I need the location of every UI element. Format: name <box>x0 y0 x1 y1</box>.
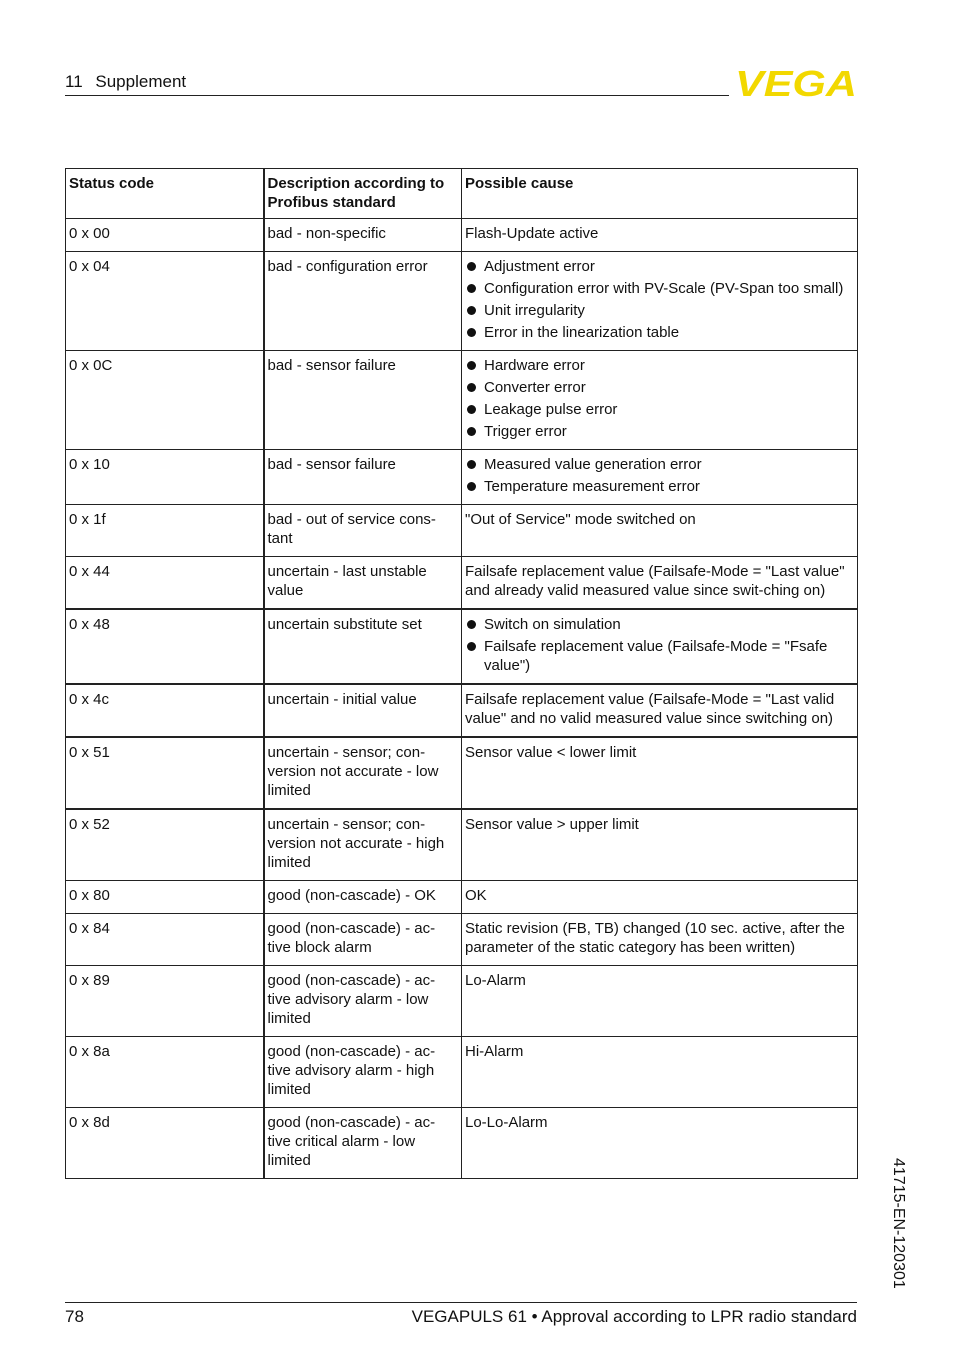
cause-list-item: Converter error <box>465 378 854 397</box>
column-header-status-code: Status code <box>66 169 264 219</box>
description-cell: bad - sensor failure <box>264 351 462 450</box>
description-cell: good (non-cascade) - ac-tive critical alarm - low limited <box>264 1108 462 1179</box>
description-cell: bad - out of service cons-tant <box>264 505 462 557</box>
possible-cause-cell: Failsafe replacement value (Failsafe-Mode = "Last valid value" and no valid measured value since switching on) <box>462 684 858 737</box>
cause-list <box>465 455 854 496</box>
column-header-description: Description according to Profibus standard <box>264 169 462 219</box>
column-header-possible-cause: Possible cause <box>462 169 858 219</box>
chapter-number: 11 <box>65 72 83 91</box>
cause-list-item: Adjustment error <box>465 257 854 276</box>
cause-list-item: Failsafe replacement value (Failsafe-Mode = "Fsafe value") <box>465 637 854 675</box>
status-code-table <box>65 168 858 1179</box>
cause-list-item: Hardware error <box>465 356 854 375</box>
possible-cause-cell: Lo-Alarm <box>462 966 858 1037</box>
cause-list-item: Trigger error <box>465 422 854 441</box>
footer-divider <box>65 1302 857 1303</box>
chapter-title: Supplement <box>95 72 187 91</box>
status-code-cell: 0 x 89 <box>66 966 264 1037</box>
cause-list-item: Error in the linearization table <box>465 323 854 342</box>
page-number: 78 <box>65 1307 84 1326</box>
possible-cause-cell: Static revision (FB, TB) changed (10 sec. active, after the parameter of the static category has been written) <box>462 914 858 966</box>
cause-list <box>465 356 854 441</box>
table-row <box>66 252 858 351</box>
description-cell: bad - configuration error <box>264 252 462 351</box>
table-row <box>66 809 858 881</box>
possible-cause-cell <box>462 609 858 684</box>
possible-cause-cell: Flash-Update active <box>462 219 858 252</box>
header-divider <box>65 95 729 96</box>
possible-cause-cell: Lo-Lo-Alarm <box>462 1108 858 1179</box>
possible-cause-cell <box>462 450 858 505</box>
possible-cause-cell: Failsafe replacement value (Failsafe-Mode = "Last value" and already valid measured value since swit-ching on) <box>462 557 858 610</box>
table-row <box>66 914 858 966</box>
possible-cause-cell: Hi-Alarm <box>462 1037 858 1108</box>
possible-cause-cell: OK <box>462 881 858 914</box>
status-code-cell: 0 x 48 <box>66 609 264 684</box>
table-row <box>66 609 858 684</box>
cause-list <box>465 257 854 342</box>
table-row <box>66 1108 858 1179</box>
table-row <box>66 881 858 914</box>
status-code-cell: 0 x 51 <box>66 737 264 809</box>
description-cell: good (non-cascade) - ac-tive block alarm <box>264 914 462 966</box>
status-code-cell: 0 x 8a <box>66 1037 264 1108</box>
status-code-cell: 0 x 1f <box>66 505 264 557</box>
description-cell: bad - non-specific <box>264 219 462 252</box>
status-code-cell: 0 x 10 <box>66 450 264 505</box>
possible-cause-cell: Sensor value < lower limit <box>462 737 858 809</box>
description-cell: good (non-cascade) - ac-tive advisory alarm - low limited <box>264 966 462 1037</box>
document-code: 41715-EN-120301 <box>890 1158 907 1289</box>
status-code-cell: 0 x 04 <box>66 252 264 351</box>
status-code-cell: 0 x 80 <box>66 881 264 914</box>
description-cell: uncertain - sensor; con-version not accurate - low limited <box>264 737 462 809</box>
table-body <box>66 219 858 1179</box>
document-title: VEGAPULS 61 • Approval according to LPR radio standard <box>411 1307 857 1326</box>
description-cell: uncertain - last unstable value <box>264 557 462 610</box>
status-code-cell: 0 x 44 <box>66 557 264 610</box>
status-code-cell: 0 x 84 <box>66 914 264 966</box>
status-code-cell: 0 x 4c <box>66 684 264 737</box>
cause-list-item: Measured value generation error <box>465 455 854 474</box>
cause-list-item: Unit irregularity <box>465 301 854 320</box>
description-cell: good (non-cascade) - OK <box>264 881 462 914</box>
table-row <box>66 450 858 505</box>
possible-cause-cell <box>462 252 858 351</box>
table-row <box>66 219 858 252</box>
cause-list-item: Switch on simulation <box>465 615 854 634</box>
table-row <box>66 737 858 809</box>
status-code-cell: 0 x 8d <box>66 1108 264 1179</box>
description-cell: uncertain substitute set <box>264 609 462 684</box>
cause-list-item: Leakage pulse error <box>465 400 854 419</box>
status-code-cell: 0 x 00 <box>66 219 264 252</box>
table-row <box>66 505 858 557</box>
table-row <box>66 1037 858 1108</box>
status-code-cell: 0 x 0C <box>66 351 264 450</box>
status-code-cell: 0 x 52 <box>66 809 264 881</box>
description-cell: good (non-cascade) - ac-tive advisory alarm - high limited <box>264 1037 462 1108</box>
cause-list-item: Configuration error with PV-Scale (PV-Span too small) <box>465 279 854 298</box>
possible-cause-cell: Sensor value > upper limit <box>462 809 858 881</box>
vega-logo-text: VEGA <box>735 66 857 98</box>
table-header-row <box>66 169 858 219</box>
possible-cause-cell <box>462 351 858 450</box>
description-cell: uncertain - initial value <box>264 684 462 737</box>
description-cell: uncertain - sensor; con-version not accurate - high limited <box>264 809 462 881</box>
cause-list <box>465 615 854 675</box>
chapter-header <box>65 72 186 92</box>
possible-cause-cell: "Out of Service" mode switched on <box>462 505 858 557</box>
table-row <box>66 557 858 610</box>
table-row <box>66 966 858 1037</box>
table-row <box>66 351 858 450</box>
description-cell: bad - sensor failure <box>264 450 462 505</box>
vega-logo <box>734 66 858 98</box>
table-row <box>66 684 858 737</box>
cause-list-item: Temperature measurement error <box>465 477 854 496</box>
